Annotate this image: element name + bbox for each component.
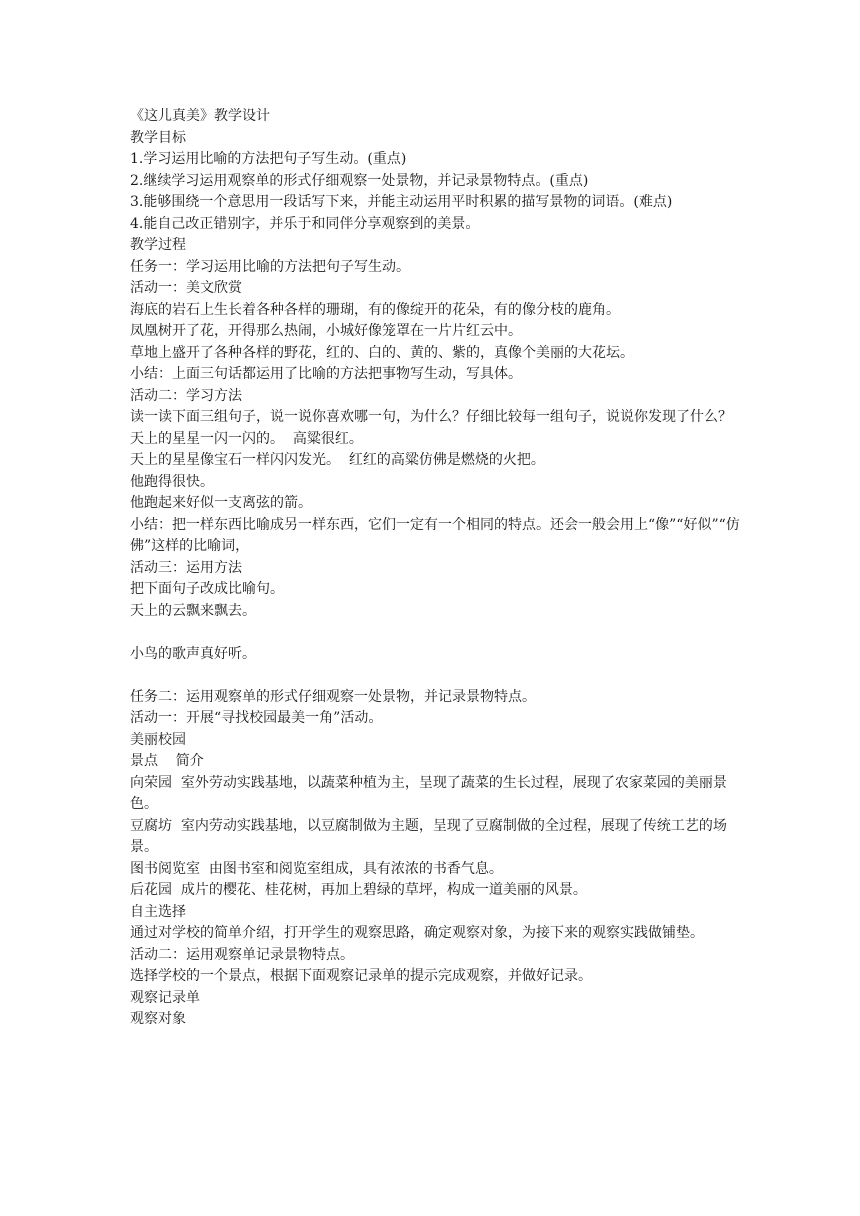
record-sheet-title: 观察记录单 xyxy=(130,989,200,1006)
task2-activity1-heading: 活动一：开展“寻找校园最美一角”活动。 xyxy=(130,710,383,726)
summary-1: 小结：上面三句话都运用了比喻的方法把事物写生动，写具体。 xyxy=(130,366,522,382)
record-object-label: 观察对象 xyxy=(130,1011,186,1027)
objectives-heading: 教学目标 xyxy=(130,129,186,146)
compare-line: 天上的星星像宝石一样闪闪发光。 红红的高粱仿佛是燃烧的火把。 xyxy=(130,452,545,468)
self-select-text: 通过对学校的简单介绍，打开学生的观察思路，确定观察对象，为接下来的观察实践做铺垫。 xyxy=(130,925,704,941)
compare-line: 天上的星星一闪一闪的。 高粱很红。 xyxy=(130,430,363,447)
task2-activity2-heading: 活动二：运用观察单记录景物特点。 xyxy=(130,946,354,963)
task1-activity1-heading: 活动一：美文欣赏 xyxy=(130,280,242,296)
spot-row: 向荣园 室外劳动实践基地，以蔬菜种植为主，呈现了蔬菜的生长过程，展现了农家菜园的美丽景色。 xyxy=(130,774,727,812)
exercise-2: 小鸟的歌声真好听。 xyxy=(130,645,256,662)
task1-heading: 任务一：学习运用比喻的方法把句子写生动。 xyxy=(130,258,410,275)
blank-line xyxy=(130,665,742,687)
example-sentence: 草地上盛开了各种各样的野花，红的、白的、黄的、紫的，真像个美丽的大花坛。 xyxy=(130,344,634,361)
task1-activity2-heading: 活动二：学习方法 xyxy=(130,387,242,404)
compare-line: 他跑起来好似一支离弦的箭。 xyxy=(130,495,312,511)
objective-item: 2.继续学习运用观察单的形式仔细观察一处景物，并记录景物特点。(重点) xyxy=(130,172,589,189)
spot-row: 图书阅览室 由图书室和阅览室组成，具有浓浓的书香气息。 xyxy=(130,860,503,877)
exercise-1: 天上的云飘来飘去。 xyxy=(130,602,256,619)
self-select-heading: 自主选择 xyxy=(130,903,186,920)
objective-item: 4.能自己改正错别字，并乐于和同伴分享观察到的美景。 xyxy=(130,215,480,232)
table-title: 美丽校园 xyxy=(130,731,186,748)
task2-activity2-instruction: 选择学校的一个景点，根据下面观察记录单的提示完成观察，并做好记录。 xyxy=(130,968,592,984)
spot-row: 豆腐坊 室内劳动实践基地，以豆腐制做为主题，呈现了豆腐制做的全过程，展现了传统工艺的场景。 xyxy=(130,817,727,855)
task1-activity3-heading: 活动三：运用方法 xyxy=(130,559,242,576)
spot-row: 后花园 成片的樱花、桂花树，再加上碧绿的草坪，构成一道美丽的风景。 xyxy=(130,882,587,898)
blank-line xyxy=(130,622,742,644)
document-title: 《这儿真美》教学设计 xyxy=(130,108,270,124)
example-sentence: 凤凰树开了花，开得那么热闹，小城好像笼罩在一片片红云中。 xyxy=(130,323,522,339)
task1-activity3-instruction: 把下面句子改成比喻句。 xyxy=(130,581,284,597)
task1-activity2-instruction: 读一读下面三组句子，说一说你喜欢哪一句，为什么？仔细比较每一组句子，说说你发现了什么？ xyxy=(130,409,732,425)
task2-heading: 任务二：运用观察单的形式仔细观察一处景物，并记录景物特点。 xyxy=(130,688,536,705)
objective-item: 3.能够围绕一个意思用一段话写下来，并能主动运用平时积累的描写景物的词语。(难点) xyxy=(130,194,673,210)
table-header: 景点 简介 xyxy=(130,753,204,769)
summary-2: 小结：把一样东西比喻成另一样东西，它们一定有一个相同的特点。还会一般会用上“像”“好似”“仿佛”这样的比喻词， xyxy=(130,516,740,554)
compare-line: 他跑得很快。 xyxy=(130,473,214,490)
document-body xyxy=(130,106,742,1031)
objective-item: 1.学习运用比喻的方法把句子写生动。(重点) xyxy=(130,151,407,167)
process-heading: 教学过程 xyxy=(130,237,186,253)
example-sentence: 海底的岩石上生长着各种各样的珊瑚，有的像绽开的花朵，有的像分枝的鹿角。 xyxy=(130,301,620,318)
